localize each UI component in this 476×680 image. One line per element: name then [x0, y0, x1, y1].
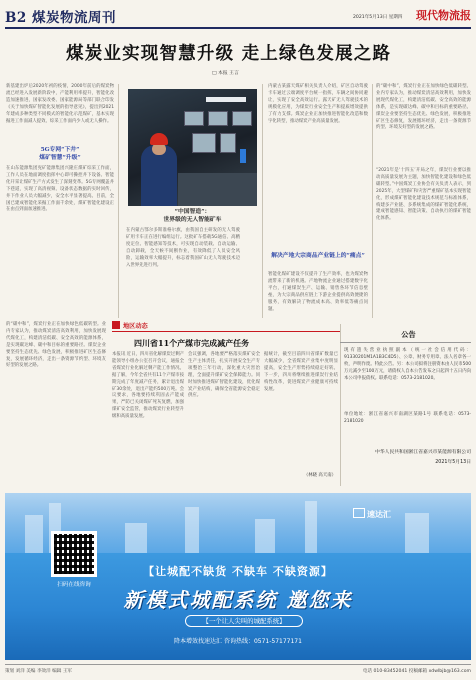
header-rule: [5, 27, 471, 29]
region-rule: [112, 331, 340, 332]
col1-subheading: 5G专网“下井” 煤矿智慧“升级”: [39, 147, 81, 161]
notice-title: 公告: [401, 330, 416, 339]
article-col4-text: 的“碳中和”，煤炭行业正在加快绿色低碳转型。业内专家认为，推动煤炭清洁高效利用，加快发展现代煤化工，构建清洁低碳、安全高效的能源体系，是实现碳达峰、碳中和目标的重要路径。煤炭企业要坚持生态优先、绿色发展，积极推进矿区生态修复，发展循环经济，走出一条资源节约型、环境友好型的发展之路。: [376, 84, 471, 131]
region-news-bar: [112, 320, 148, 330]
notice-date: 2021年5月13日: [435, 460, 471, 465]
advertisement[interactable]: [5, 493, 471, 660]
qr-label: 扫码在线咨询: [57, 582, 91, 588]
issue-date: 2021年5月13日 星期四: [353, 15, 403, 20]
article-col3-text2: 智能化煤矿建设不仅提升了生产效率，也为煤炭物流带来了新的机遇。产地物流企业通过搭建数字化平台，打通煤炭生产、运输、销售各环节信息壁垒，为大宗商品供应链上下游企业提供高效便捷的服务，有效解决了物流成本高、效率低等痛点问题。: [268, 272, 368, 312]
notice-organization: 中华人民共和国浙江省嘉兴市某能源有限公司: [375, 450, 471, 455]
page-header: [5, 6, 471, 26]
article-col2-text: 在内蒙古鄂尔多斯准格尔旗，由我国自主研发的无人驾驶矿用卡车正在进行编组运行。这批矿车搭载5G通信、高精度定位、智能感知等技术，可实现自动装载、自动运输、自动卸载，全天候不间断作业，有效降低了人员安全风险，运输效率大幅提升，标志着我国矿山无人驾驶技术迈入世界先进行列。: [126, 228, 240, 268]
ad-main-title: 新模式城配系统 邀您来: [123, 588, 353, 612]
brand-logo-icon: [353, 508, 365, 518]
article-photo: [128, 89, 257, 206]
article-col3-text: 内蒙古某露天煤矿相关负责人介绍，矿区自动驾驶卡车通过云端调度平台统一指挥，车辆之间协同避让，实现了安全高效运行。露天矿无人驾驶技术的规模化应用，为煤炭行业安全生产和提质增效提供了有力支撑。煤炭企业正加快推进智能化改造和数字化转型，推动煤炭产业高质量发展。: [268, 84, 368, 124]
column-divider: [340, 324, 341, 486]
newspaper-brand: 现代物流报: [416, 9, 471, 22]
article-col1-text: 新基建出炉后2020年初的疫情，2000年前后的煤炭物流已经进入发展新阶段中，产能利用率提升，智能化改造加速推进，国家发改委、国家能源局等部门联合印发《关于加快煤矿智能化发展的指导意见》，提出到2021年建成多种类型不同模式的智能化示范煤矿，基本实现掘进工作面减人提效、综采工作面内少人或无人操作。: [6, 84, 114, 124]
ad-slogan: 【让城配不缺货 不缺车 不缺资源】: [143, 565, 333, 578]
region-news-label: 地区动态: [123, 322, 148, 330]
photo-caption: “中国智造”： 世界级的无人智能矿车: [163, 209, 222, 223]
article-col1-text2: 在山东能源集团兖矿能源集团兴隆庄煤矿综采工作面，工作人员在地面调度指挥中心即可操控井下设备。智能化开采让煤矿生产方式发生了深刻变革。5G专网覆盖井下巷道，实现了高清视频、设备状态数据的实时回传，井下作业人员大幅减少，安全水平显著提高。目前，全国已建成智能化采掘工作面千余处，煤矿智能化建设正在由点到面加速推进。: [6, 166, 114, 213]
column-divider: [118, 84, 119, 318]
page-footer: [5, 666, 471, 676]
column-divider: [262, 84, 263, 318]
footer-credits: 策划 刘洋 美编 李效洋 编辑 王军: [5, 669, 73, 674]
notice-rule: [340, 342, 471, 343]
ad-tagline: 【一个让人尖叫的城配系统】: [185, 615, 303, 627]
article-col1-cont: 的“碳中和”，煤炭行业正在加快绿色低碳转型。业内专家认为，推动煤炭清洁高效利用，加快发展现代煤化工，构建清洁低碳、安全高效的能源体系，是实现碳达峰、碳中和目标的重要路径。煤炭企业要坚持生态优先、绿色发展，积极推进矿区生态修复，发展循环经济，走出一条资源节约型、环境友好型的发展之路。: [6, 322, 106, 369]
region-credit: （林晓 高天南）: [303, 473, 336, 478]
section-title: B2 煤炭物流周刊: [5, 10, 117, 26]
region-col1: 本报讯 近日，四川省化解煤炭过剩产能领导小组办公室召开会议，通报全省煤炭行业化解过剩产能工作情况。据了解，今年全省共有11个产煤市按期完成了年度减产任务，累计退出煤矿30余处，退出产能约500万吨。会议要求，各地要持续巩固去产能成果，严防已关闭煤矿死灰复燃，加强煤矿安全监管，推动煤炭行业转型升级和高质量发展。: [112, 352, 184, 420]
byline: □ 本报 王言: [212, 71, 239, 76]
region-news-headline: 四川省11个产煤市完成减产任务: [134, 338, 250, 348]
column-divider: [372, 84, 373, 318]
section-marker-icon: [112, 321, 120, 329]
region-col2: 会议强调，各地要严格落实煤矿安全生产主体责任，扎实开展安全生产专项整治三年行动，深化重大灾害治理，全面提升煤矿安全保障能力。同时加快推进煤矿智能化建设，优化煤炭产业结构，确保全省能源安全稳定供应。: [188, 352, 260, 399]
article-col4-text2: “2021年是‘十四五’开局之年，煤炭行业要以推动高质量发展为主题，加快智能化建设和绿色低碳转型。”中国煤炭工业协会有关负责人表示，到2025年，大型煤矿和灾害严重煤矿基本实现智能化，形成煤矿智能化建设技术规范与标准体系，构建多产业链、多系统集成的煤矿智能化系统，建成智能感知、智能决策、自动执行的煤矿智能化体系。: [376, 168, 471, 222]
headline: 煤炭业实现智慧升级 走上绿色发展之路: [66, 44, 392, 64]
region-col3: 据统计，截至目前四川省煤矿数量已大幅减少，全省煤炭产业集中度明显提高，安全生产形势持续稳定好转。下一步，四川将继续推进煤炭行业结构性改革，促进煤炭产业健康可持续发展。: [264, 352, 338, 392]
ad-contact: 降本增效找速达汇 咨询热线：0571-57177171: [174, 638, 302, 645]
notice-body: 现有遗失营业执照副本（统一社会信用代码：91330201M1A1B3C4D5）、公章、财务专用章、法人名章各一枚，声明作废。特此公告。另：本公司拟将注册资本由人民币500万元减少至100万元，请债权人自本公告发布之日起四十五日内向本公司申报债权。联系电话：0573-2181020。: [344, 348, 471, 381]
notice-contact: 单位地址：浙江省嘉兴市南湖区某路1号 联系电话：0573-2181020: [344, 412, 471, 424]
footer-contact: 电话 010-83452041 投稿邮箱 xdwlbjb@163.com: [362, 669, 471, 674]
footer-rule: [5, 664, 471, 665]
col3-subheading: 解决产地大宗商品产业链上的“痛点”: [271, 253, 365, 259]
ad-brand-name: 速达汇: [367, 510, 391, 519]
